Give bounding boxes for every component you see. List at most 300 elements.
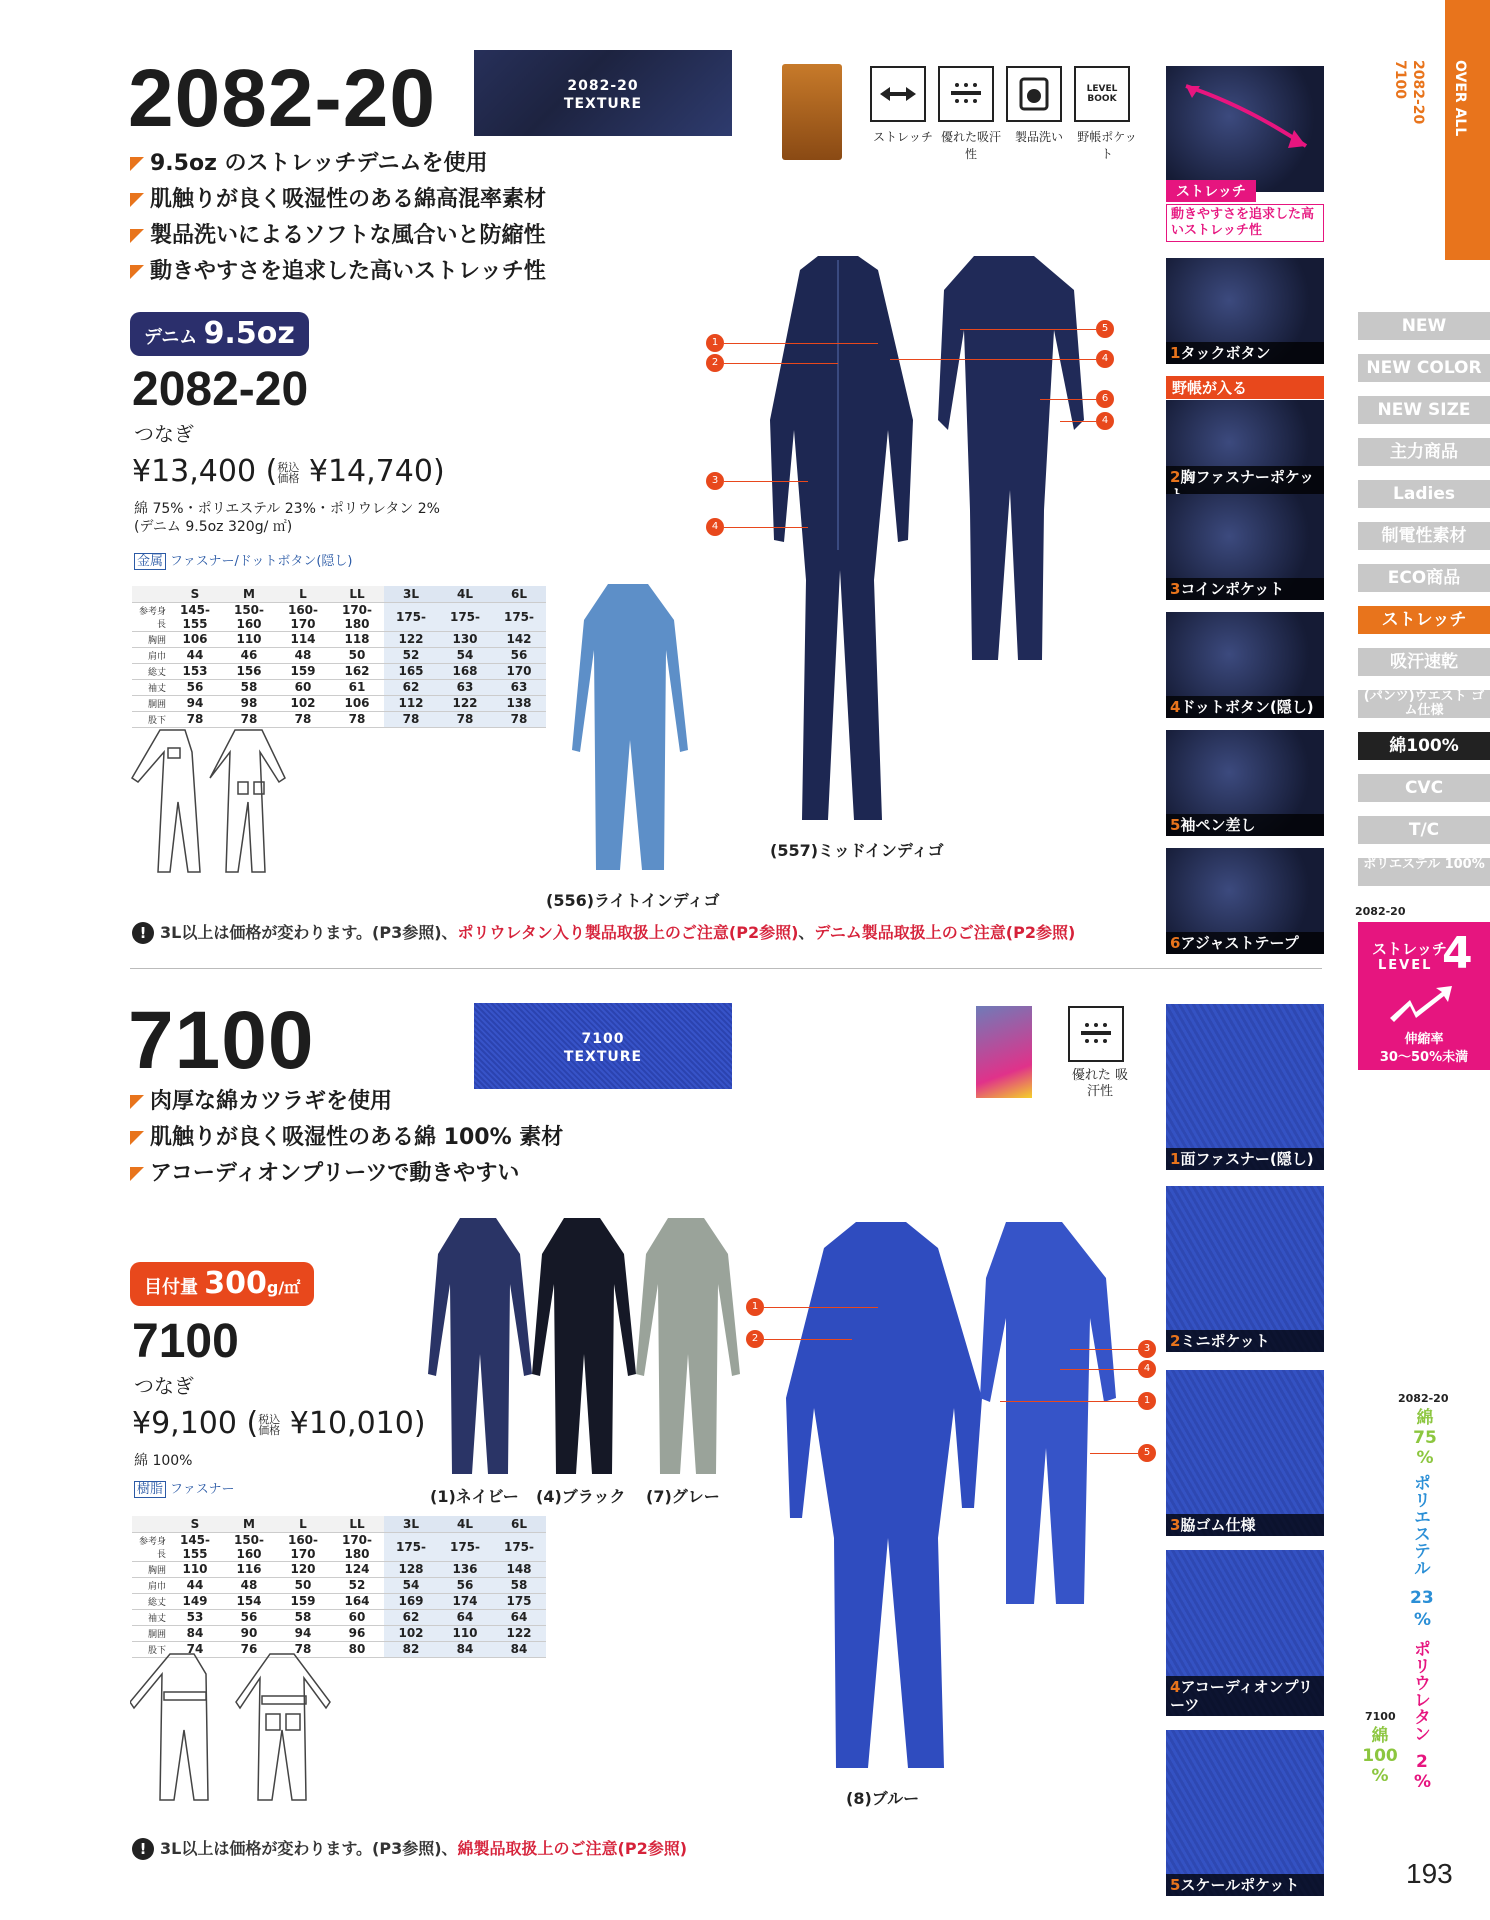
stretch-arrow-icon [1386,984,1456,1024]
size-cell: 84 [168,1625,222,1641]
callout-line [1070,1349,1138,1350]
pill-big-2: 300 [204,1266,267,1301]
detail-text: アコーディオンプリーツ [1170,1678,1313,1714]
comp-polyester-unit: % [1414,1610,1432,1630]
size-row-label: 股下 [132,1641,168,1657]
garment-black[interactable] [528,1214,638,1480]
composition-legend [1405,1408,1445,1468]
feature-list [128,146,546,290]
color-label: (4)ブラック [536,1487,626,1506]
catalog-cover-thumb [976,1006,1032,1098]
notice-sep: 、 [798,923,815,942]
comp-cotton-pct: 75 [1413,1428,1437,1448]
garment-blue-front[interactable] [768,1218,998,1778]
size-cell: 170-180 [330,602,384,631]
feature-item: 製品洗いによるソフトな風合いと防縮性 [128,218,546,254]
size-row-label: 参考身長 [132,602,168,631]
side-menu-item[interactable]: (パンツ)ウエスト ゴム仕様 [1358,690,1490,718]
detail-label [1166,578,1324,600]
size-row [132,663,546,679]
side-menu-item[interactable]: CVC [1358,774,1490,802]
material-line2: (デニム 9.5oz 320g/ ㎡) [134,519,293,535]
garment-navy[interactable] [424,1214,534,1480]
comp-polyurethane-pct: 2 [1416,1752,1428,1772]
texture-model: 2082-20 [567,78,639,94]
detail-stretch-photo[interactable] [1166,66,1324,192]
pill-unit-2: g/㎡ [266,1278,301,1297]
feature-item-2: 肌触りが良く吸湿性のある綿 100% 素材 [128,1120,563,1156]
size-cell: 130 [438,631,492,647]
stretch-tag: ストレッチ [1166,180,1256,202]
size-header-cell: L [276,1516,330,1532]
detail-photo[interactable] [1166,1186,1324,1352]
pill-small-2: 目付量 [144,1277,198,1298]
size-cell: 62 [384,1609,438,1625]
callout-line [1060,421,1096,422]
detail-number: 5 [1170,1876,1181,1894]
size-cell: 159 [276,663,330,679]
material-line1: 綿 75%・ポリエステル 23%・ポリウレタン 2% [134,501,440,517]
size-cell: 106 [168,631,222,647]
size-row [132,1561,546,1577]
size-cell: 169 [384,1593,438,1609]
size-cell: 58 [276,1609,330,1625]
size-row-label: 胸囲 [132,1561,168,1577]
size-row-label: 参考身長 [132,1532,168,1561]
comp-polyurethane-unit: % [1414,1772,1432,1792]
size-cell: 154 [222,1593,276,1609]
detail-text: タックボタン [1180,344,1271,362]
size-cell: 106 [330,695,384,711]
callout-line [724,527,808,528]
size-row [132,602,546,631]
side-menu-item[interactable]: NEW SIZE [1358,396,1490,424]
size-row-label: 股下 [132,711,168,727]
detail-number: 2 [1170,468,1181,486]
callout-line [890,359,1096,360]
side-menu-item[interactable]: ポリエステル 100% [1358,858,1490,886]
icon-label: 製品洗い [1014,130,1063,144]
detail-photo[interactable] [1166,258,1324,364]
detail-label [1166,1874,1324,1896]
size-row [132,1577,546,1593]
pill-big: 9.5oz [203,316,295,351]
size-cell: 78 [330,711,384,727]
size-row [132,679,546,695]
tax-label2: 価格 [277,471,300,485]
size-table-2 [132,1516,546,1658]
size-cell: 44 [168,647,222,663]
size-cell: 94 [168,695,222,711]
fastener-box: 金属 [134,553,166,570]
size-cell: 175- [384,1532,438,1561]
composition-legend-model1: 2082-20 [1398,1392,1449,1405]
detail-text: 面ファスナー(隠し) [1180,1150,1314,1168]
size-cell: 116 [222,1561,276,1577]
callout-marker: 4 [706,518,724,536]
page-number: 193 [1406,1858,1453,1889]
section-divider [130,968,1322,969]
comp-cotton2: 綿 [1371,1726,1389,1746]
size-cell: 58 [222,679,276,695]
detail-label [1166,342,1324,364]
size-row-label: 袖丈 [132,1609,168,1625]
garment-midindigo-back[interactable] [924,250,1094,670]
size-cell: 150-160 [222,602,276,631]
size-cell: 145-155 [168,1532,222,1561]
size-cell: 62 [384,679,438,695]
comp-polyester-pct: 23 [1410,1588,1434,1608]
size-header-row [132,586,546,602]
stretch-rate-value: 30〜50%未満 [1379,1050,1469,1065]
side-menu-item[interactable]: 吸汗速乾 [1358,648,1490,676]
size-cell: 96 [330,1625,384,1641]
side-tab-title: OVER ALL [1452,60,1468,137]
callout-line [1000,1401,1138,1402]
detail-text: ミニポケット [1180,1332,1270,1350]
size-cell: 98 [222,695,276,711]
price-block-2: ¥9,100 (税込 価格 ¥10,010) [132,1406,426,1441]
texture-swatch [474,50,732,136]
feature-item: 肌触りが良く吸湿性のある綿高混率素材 [128,182,546,218]
side-menu-item[interactable]: 主力商品 [1358,438,1490,466]
tax-label1-2: 税込 [258,1412,281,1426]
size-cell: 64 [492,1609,546,1625]
callout-line [1060,1369,1138,1370]
notice-text-a: 3L以上は価格が変わります。(P3参照)、 [160,923,458,942]
size-cell: 56 [492,647,546,663]
stretch-badge-label: 2082-20 [1355,905,1406,918]
size-cell: 110 [438,1625,492,1641]
notice-link-denim[interactable]: デニム製品取扱上のご注意(P2参照) [814,923,1076,942]
detail-text: アジャストテープ [1180,934,1299,952]
fastener-2: ファスナー [170,1482,235,1497]
feature-list-2 [128,1084,563,1192]
detail-number: 6 [1170,934,1181,952]
side-menu-item[interactable]: 綿100% [1358,732,1490,760]
stretch-rate-label: 伸縮率 [1404,1032,1444,1047]
tax-price-2: ¥10,010 [289,1406,414,1441]
level-book-text: LEVEL BOOK [1086,84,1118,104]
size-cell: 48 [276,647,330,663]
comp-cotton: 綿 [1416,1408,1434,1428]
detail-label [1166,696,1324,718]
size-row [132,1593,546,1609]
notice-icon-2: ! [132,1838,154,1860]
size-cell: 174 [438,1593,492,1609]
feature-item-2: 肉厚な綿カツラギを使用 [128,1084,563,1120]
callout-line [764,1307,878,1308]
size-row [132,647,546,663]
side-menu-item[interactable]: Ladies [1358,480,1490,508]
detail-label [1166,1148,1324,1170]
size-cell: 48 [222,1577,276,1593]
size-row-label: 肩巾 [132,647,168,663]
detail-number: 3 [1170,580,1181,598]
size-row-label: 総丈 [132,663,168,679]
size-row-label: 胴囲 [132,1625,168,1641]
size-cell: 165 [384,663,438,679]
side-menu-item[interactable]: ECO商品 [1358,564,1490,592]
color-label-lightindigo: (556)ライトインディゴ [546,891,720,910]
detail-text: 脇ゴム仕様 [1180,1516,1256,1534]
detail-number: 3 [1170,1516,1181,1534]
fastener-info-2 [134,1478,235,1497]
texture-label: TEXTURE [563,96,643,112]
callout-marker: 6 [1096,390,1114,408]
material [134,500,440,536]
size-cell: 153 [168,663,222,679]
comp-cotton-100 [1360,1726,1400,1786]
size-cell: 142 [492,631,546,647]
size-cell: 150-160 [222,1532,276,1561]
size-header-cell: M [222,1516,276,1532]
stretch-level-badge [1358,922,1490,1070]
technical-drawing-2 [130,1650,340,1810]
notice-icon: ! [132,922,154,944]
detail-photo[interactable] [1166,848,1324,954]
size-header-cell: 3L [384,1516,438,1532]
size-cell: 78 [492,711,546,727]
size-row [132,1625,546,1641]
size-header-cell: LL [330,1516,384,1532]
size-cell: 64 [438,1609,492,1625]
callout-marker: 1 [706,334,724,352]
size-row-label: 肩巾 [132,1577,168,1593]
absorbent-dots-icon-2 [1068,1006,1124,1062]
size-header-cell: 6L [492,1516,546,1532]
color-label: (7)グレー [646,1487,720,1506]
callout-line [1090,1453,1138,1454]
color-label: (1)ネイビー [430,1487,519,1506]
size-cell: 52 [330,1577,384,1593]
size-cell: 175- [384,602,438,631]
size-row [132,1609,546,1625]
size-cell: 56 [222,1609,276,1625]
fastener: ファスナー/ドットボタン(隠し) [170,554,353,569]
size-cell: 118 [330,631,384,647]
fastener-box-2: 樹脂 [134,1481,166,1498]
detail-photo[interactable] [1166,612,1324,718]
technical-drawing [130,722,290,882]
tax-label1: 税込 [277,460,300,474]
garment-grey[interactable] [632,1214,742,1480]
size-header-cell: 4L [438,586,492,602]
level-book-icon [1074,66,1130,122]
size-header-cell: 3L [384,586,438,602]
size-row [132,695,546,711]
comp-cotton2-pct: 100 [1362,1746,1398,1766]
size-cell: 84 [438,1641,492,1657]
size-cell: 110 [168,1561,222,1577]
detail-label [1166,1676,1324,1716]
callout-line [960,329,1096,330]
side-menu-item[interactable]: ストレッチ [1358,606,1490,634]
comp-polyurethane: ポリウレタン [1410,1640,1430,1742]
icon-label: 野帳ポケット [1077,130,1137,161]
size-row-label: 胴囲 [132,695,168,711]
callout-marker: 1 [1138,1392,1156,1410]
size-cell: 60 [276,679,330,695]
notice2-text-a: 3L以上は価格が変わります。(P3参照)、 [160,1839,458,1858]
size-row-label: 総丈 [132,1593,168,1609]
detail-photo[interactable] [1166,1370,1324,1536]
size-cell: 122 [384,631,438,647]
size-cell: 94 [276,1625,330,1641]
size-cell: 78 [168,711,222,727]
material-2: 綿 100% [134,1453,193,1469]
size-row [132,1532,546,1561]
notice-link-cotton[interactable]: 綿製品取扱上のご注意(P2参照) [457,1839,688,1858]
size-header-cell: S [168,1516,222,1532]
size-cell: 168 [438,663,492,679]
notice-2 [132,1836,687,1860]
callout-marker: 5 [1096,320,1114,338]
size-cell: 63 [438,679,492,695]
feature-item-2: アコーディオンプリーツで動きやすい [128,1156,563,1192]
notebook-tag: 野帳が入る [1166,376,1324,399]
size-table [132,586,546,728]
detail-text: ドットボタン(隠し) [1180,698,1314,716]
size-cell: 128 [384,1561,438,1577]
size-cell: 156 [222,663,276,679]
size-cell: 114 [276,631,330,647]
side-menu-item[interactable]: NEW [1358,312,1490,340]
size-cell: 145-155 [168,602,222,631]
size-cell: 52 [384,647,438,663]
comp-cotton2-unit: % [1371,1766,1389,1786]
garment-blue-back[interactable] [966,1218,1126,1610]
callout-line [724,363,838,364]
pill-small: デニム [144,327,198,348]
side-menu-item[interactable]: NEW COLOR [1358,354,1490,382]
detail-number: 4 [1170,1678,1181,1696]
price-block: ¥13,400 (税込 価格 ¥14,740) [132,454,445,489]
size-cell: 50 [330,647,384,663]
notice-link-polyurethane[interactable]: ポリウレタン入り製品取扱上のご注意(P2参照) [457,923,799,942]
detail-photo[interactable] [1166,400,1324,506]
size-cell: 53 [168,1609,222,1625]
size-cell: 84 [492,1641,546,1657]
detail-photo[interactable] [1166,494,1324,600]
size-cell: 78 [276,711,330,727]
detail-photo[interactable] [1166,1004,1324,1170]
callout-marker: 2 [706,354,724,372]
size-cell: 175- [492,602,546,631]
size-cell: 160-170 [276,1532,330,1561]
size-header-row [132,1516,546,1532]
size-row-label: 胸囲 [132,631,168,647]
detail-label [1166,1514,1324,1536]
garment-midindigo-front[interactable] [748,250,928,830]
size-cell: 175 [492,1593,546,1609]
callout-line [764,1339,852,1340]
size-cell: 44 [168,1577,222,1593]
callout-marker: 4 [1096,412,1114,430]
color-label-midindigo: (557)ミッドインディゴ [770,841,944,860]
callout-marker: 1 [746,1298,764,1316]
stretch-level-number: 4 [1442,928,1473,979]
icon-label: 優れた吸汗性 [940,130,1001,161]
feature-item: 動きやすさを追求した高いストレッチ性 [128,254,546,290]
stretch-denim-logo [782,64,842,160]
size-cell: 120 [276,1561,330,1577]
detail-photo[interactable] [1166,1550,1324,1716]
composition-legend-model2: 7100 [1365,1710,1396,1723]
detail-number: 2 [1170,1332,1181,1350]
size-header-cell: L [276,586,330,602]
side-menu-item[interactable]: T/C [1358,816,1490,844]
size-cell: 56 [438,1577,492,1593]
callout-marker: 4 [1096,350,1114,368]
washing-machine-icon [1006,66,1062,122]
price-2: ¥9,100 [132,1406,237,1441]
size-cell: 148 [492,1561,546,1577]
fabric-weight-pill [130,1262,314,1306]
detail-photo[interactable] [1166,1730,1324,1896]
detail-label [1166,1330,1324,1352]
callout-marker: 5 [1138,1444,1156,1462]
size-cell: 78 [222,711,276,727]
size-cell: 78 [438,711,492,727]
size-cell: 82 [384,1641,438,1657]
stretch-arrow-icon [1166,66,1324,192]
detail-photo[interactable] [1166,730,1324,836]
callout-line [724,481,808,482]
callout-line [724,343,878,344]
size-header-cell: 6L [492,586,546,602]
stretch-arrows-icon [870,66,926,122]
size-cell: 80 [330,1641,384,1657]
size-cell: 46 [222,647,276,663]
size-cell: 175- [492,1532,546,1561]
size-cell: 112 [384,695,438,711]
side-tab-model2: 7100 [1392,60,1408,99]
absorbent-dots-icon [938,66,994,122]
detail-label [1166,932,1324,954]
size-cell: 50 [276,1577,330,1593]
callout-marker: 2 [746,1330,764,1348]
garment-lightindigo[interactable] [568,580,692,880]
callout-line [1040,399,1096,400]
detail-text: 胸ファスナーポケッ [1180,468,1315,486]
size-cell: 90 [222,1625,276,1641]
size-row [132,631,546,647]
size-cell: 102 [384,1625,438,1641]
texture-label-2: TEXTURE [563,1049,643,1065]
callout-marker: 4 [1138,1360,1156,1378]
notice-1 [132,920,1075,944]
size-cell: 54 [384,1577,438,1593]
size-cell: 110 [222,631,276,647]
denim-weight-pill [130,312,309,356]
size-cell: 76 [222,1641,276,1657]
size-header-cell: 4L [438,1516,492,1532]
detail-number: 1 [1170,1150,1181,1168]
feature-item: 9.5oz のストレッチデニムを使用 [128,146,546,182]
product-model-title: 2082-20 [128,53,436,144]
product-code-2: 7100 [132,1315,239,1368]
size-cell: 58 [492,1577,546,1593]
side-menu-item[interactable]: 制電性素材 [1358,522,1490,550]
size-cell: 56 [168,679,222,695]
icon-label-absorbent-2: 優れた 吸汗性 [1071,1068,1129,1099]
price: ¥13,400 [132,454,257,489]
size-cell: 162 [330,663,384,679]
size-cell: 63 [492,679,546,695]
detail-label [1166,814,1324,836]
size-cell: 175- [438,1532,492,1561]
